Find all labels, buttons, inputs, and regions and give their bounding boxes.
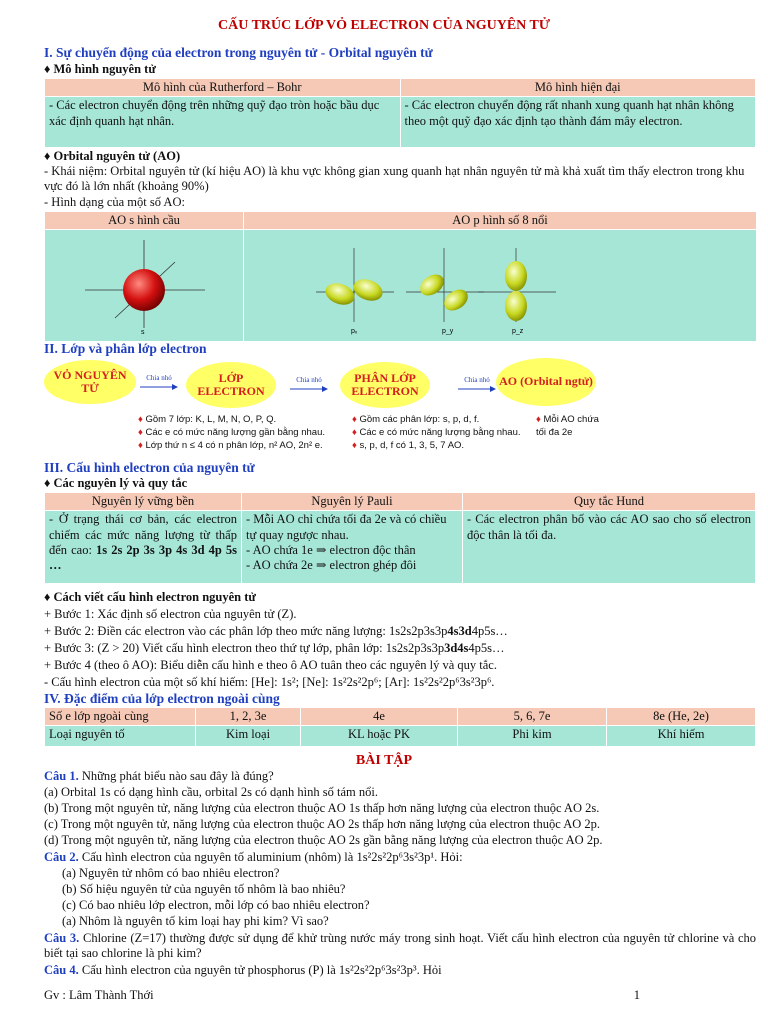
ao-s-cell [45, 230, 244, 341]
arrow-2-label: Chia nhỏ [296, 376, 322, 384]
question-4 [44, 963, 756, 978]
principles-table [44, 492, 756, 584]
model-cell-modern: - Các electron chuyển động rất nhanh xung quanh hạt nhân không theo một quỹ đạo xác định tạo thành đám mây electron. [400, 97, 756, 148]
arrow-1-label: Chia nhỏ [146, 374, 172, 382]
step-2-b: 4s3d [447, 624, 472, 638]
model-cell-rutherford: - Các electron chuyển động trên những quỹ đạo tròn hoặc bầu dục xác định quanh hạt nhân. [45, 97, 401, 148]
question-2-label: Câu 2. [44, 850, 79, 864]
note-phanlop-2: Các e có mức năng lượng bằng nhau. [359, 426, 521, 438]
note-lop-2: Các e có mức năng lượng gần bằng nhau. [145, 426, 326, 438]
question-3-text: Chlorine (Z=17) thường được sử dụng để khử trùng nước máy trong sinh hoạt. Viết cấu hình electron của nguyên tử chlorine và cho biết tại sao chlorine là phi kim? [44, 931, 756, 961]
principle-cell-2 [242, 511, 463, 584]
px-label: pₓ [351, 328, 358, 336]
question-3-label: Câu 3. [44, 931, 80, 945]
ao-shape-text: - Hình dạng của một số AO: [44, 195, 185, 209]
arrow-3-label: Chia nhỏ [464, 376, 490, 384]
footer [44, 988, 756, 1003]
model-table [44, 78, 756, 148]
model-header-modern: Mô hình hiện đại [400, 79, 756, 97]
notes-phan-lop: ♦ Gồm các phân lớp: s, p, d, f. ♦ Các e có mức năng lượng bằng nhau. ♦ s, p, d, f có 1, 3, 5, 7 AO. [352, 414, 521, 451]
note-lop-3: Lớp thứ n ≤ 4 có n phân lớp, n² AO, 2n² e. [145, 439, 323, 451]
question-1-label: Câu 1. [44, 769, 79, 783]
s-label: s [141, 329, 145, 337]
notes-lop: ♦ Gồm 7 lớp: K, L, M, N, O, P, Q. ♦ Các e có mức năng lượng gần bằng nhau. ♦ Lớp thứ n ≤ 4 có n phân lớp, n² AO, 2n² e. [138, 414, 326, 451]
model-heading: ♦ Mô hình nguyên tử [44, 62, 156, 76]
step-2-c: 4p5s… [471, 624, 508, 638]
principle-2-text: - Mỗi AO chỉ chứa tối đa 2e và có chiều tự quay ngược nhau. [246, 512, 447, 542]
section-1-heading: I. Sự chuyển động của electron trong nguyên tử - Orbital nguyên tử [44, 45, 433, 60]
step-2-a: + Bước 2: Điền các electron vào các phân lớp theo mức năng lượng: 1s2s2p3s3p [44, 624, 448, 638]
note-ao-2: tối đa 2e [536, 426, 573, 438]
question-2c: (c) Có bao nhiêu lớp electron, mỗi lớp có bao nhiêu electron? [62, 898, 370, 912]
outer-row2-c1: Kim loại [196, 726, 301, 747]
py-orbital [406, 248, 484, 335]
arrow-3 [458, 376, 496, 395]
outer-row1-label: Số e lớp ngoài cùng [45, 708, 196, 726]
principle-1-text: - Ở trạng thái cơ bản, các electron chiếm các mức năng lượng từ thấp đến cao: [49, 512, 237, 557]
footer-page-number: 1 [633, 988, 640, 1002]
principle-header-3: Quy tắc Hund [463, 493, 756, 511]
outer-row1-c3: 5, 6, 7e [458, 708, 607, 726]
question-3 [44, 931, 756, 962]
arrow-right-icon [290, 385, 328, 393]
question-1-text: Những phát biểu nào sau đây là đúng? [78, 769, 274, 783]
question-2b: (b) Số hiệu nguyên tử của nguyên tố nhôm là bao nhiêu? [62, 882, 346, 896]
howto-heading: ♦ Cách viết cấu hình electron nguyên tử [44, 590, 256, 604]
note-ao-1: Mỗi AO chứa [543, 414, 599, 425]
ao-definition: - Khái niệm: Orbital nguyên tử (kí hiệu AO) là khu vực không gian xung quanh hạt nhân nguyên tử mà khả xuất tìm thấy electron trong khu vực đó là lớn nhất (khoảng 90%) [44, 164, 745, 194]
note-phanlop-1: Gồm các phân lớp: s, p, d, f. [359, 414, 480, 425]
section-4-heading: IV. Đặc điểm của lớp electron ngoài cùng [44, 691, 280, 706]
s-orbital-figure [45, 230, 243, 336]
note-lop-1: Gồm 7 lớp: K, L, M, N, O, P, Q. [145, 414, 277, 425]
question-2a: (a) Nguyên tử nhôm có bao nhiêu electron? [62, 866, 280, 880]
principle-header-2: Nguyên lý Pauli [242, 493, 463, 511]
section-3-heading: III. Cấu hình electron của nguyên tử [44, 460, 255, 475]
question-1d: (d) Trong một nguyên tử, năng lượng của electron thuộc AO 2s gần bằng năng lượng của electron thuộc AO 2p. [44, 833, 603, 847]
outer-row1-c4: 8e (He, 2e) [607, 708, 756, 726]
oval-lop-electron: LỚP ELECTRON [186, 362, 276, 408]
principle-2-pair: - AO chứa 2e ⇒ electron ghép đôi [246, 558, 417, 572]
principle-cell-3: - Các electron phân bố vào các AO sao cho số electron độc thân là tối đa. [463, 511, 756, 584]
p-orbital-figure [244, 230, 756, 336]
question-4-label: Câu 4. [44, 963, 79, 977]
question-1 [44, 769, 756, 784]
arrow-1 [140, 374, 178, 393]
question-4-text: Cấu hình electron của nguyên tử phosphorus (P) là 1s²2s²2p⁶3s²3p³. Hỏi [78, 963, 442, 977]
step-4: + Bước 4 (theo ô AO): Biểu diễn cấu hình e theo ô AO tuân theo các nguyên lý và quy tắc. [44, 658, 497, 672]
step-3-c: 4p5s… [468, 641, 505, 655]
outer-shell-table [44, 707, 756, 747]
exercises-heading: BÀI TẬP [355, 753, 413, 768]
noble-gas-config: - Cấu hình electron của một số khí hiếm: [He]: 1s²; [Ne]: 1s²2s²2p⁶; [Ar]: 1s²2s²2p⁶3s²3p⁶. [44, 675, 495, 689]
question-2 [44, 850, 756, 865]
step-3 [44, 641, 756, 656]
question-2-text: Cấu hình electron của nguyên tố aluminium (nhôm) là 1s²2s²2p⁶3s²3p¹. Hỏi: [78, 850, 463, 864]
oval-phan-lop-electron: PHÂN LỚP ELECTRON [340, 362, 430, 408]
principle-2-single: - AO chứa 1e ⇒ electron độc thân [246, 542, 416, 557]
question-1b: (b) Trong một nguyên tử, năng lượng của electron thuộc AO 1s thấp hơn năng lượng của electron thuộc AO 2s. [44, 801, 600, 815]
arrow-2 [290, 376, 328, 395]
ao-heading: ♦ Orbital nguyên tử (AO) [44, 149, 181, 163]
model-header-rutherford: Mô hình của Rutherford – Bohr [45, 79, 401, 97]
step-2 [44, 624, 756, 639]
outer-row2-c4: Khí hiếm [607, 726, 756, 747]
arrow-right-icon [458, 385, 496, 393]
question-1c: (c) Trong một nguyên tử, năng lượng của electron thuộc AO 2s thấp hơn năng lượng của electron thuộc AO 2p. [44, 817, 601, 831]
footer-author: Gv : Lâm Thành Thới [44, 988, 154, 1002]
outer-row1-c2: 4e [301, 708, 458, 726]
step-3-b: 3d4s [444, 641, 469, 655]
outer-row2-c3: Phi kim [458, 726, 607, 747]
pz-orbital [478, 248, 556, 335]
question-2d: (a) Nhôm là nguyên tố kim loại hay phi kim? Vì sao? [62, 914, 329, 928]
outer-row1-c1: 1, 2, 3e [196, 708, 301, 726]
ao-s-header: AO s hình cầu [45, 212, 244, 230]
arrow-right-icon [140, 383, 178, 391]
px-orbital [316, 248, 394, 335]
oval-ao: AO (Orbital ngtử) [496, 358, 596, 406]
outer-row2-c2: KL hoặc PK [301, 726, 458, 747]
principles-heading: ♦ Các nguyên lý và quy tắc [44, 476, 188, 490]
ao-p-cell [244, 230, 757, 341]
step-3-a: + Bước 3: (Z > 20) Viết cấu hình electron theo thứ tự lớp, phân lớp: 1s2s2p3s3p [44, 641, 445, 655]
page-title: CẤU TRÚC LỚP VỎ ELECTRON CỦA NGUYÊN TỬ [217, 18, 551, 33]
section-2-heading: II. Lớp và phân lớp electron [44, 341, 207, 356]
principle-header-1: Nguyên lý vững bền [45, 493, 242, 511]
outer-row2-label: Loại nguyên tố [45, 726, 196, 747]
principle-1-order: 1s 2s 2p 3s 3p 4s 3d 4p 5s … [49, 542, 237, 572]
principle-cell-1 [45, 511, 242, 584]
ao-shape-table [44, 211, 757, 342]
note-phanlop-3: s, p, d, f có 1, 3, 5, 7 AO. [359, 439, 465, 451]
oval-vo-nguyen-tu: VỎ NGUYÊN TỬ [44, 360, 136, 404]
pz-label: p_z [512, 328, 524, 336]
step-1: + Bước 1: Xác định số electron của nguyên tử (Z). [44, 607, 297, 621]
py-label: p_y [442, 328, 454, 336]
notes-ao: ♦ Mỗi AO chứa tối đa 2e [536, 414, 626, 440]
question-1a: (a) Orbital 1s có dạng hình cầu, orbital 2s có dạnh hình số tám nổi. [44, 785, 378, 799]
ao-p-header: AO p hình số 8 nổi [244, 212, 757, 230]
